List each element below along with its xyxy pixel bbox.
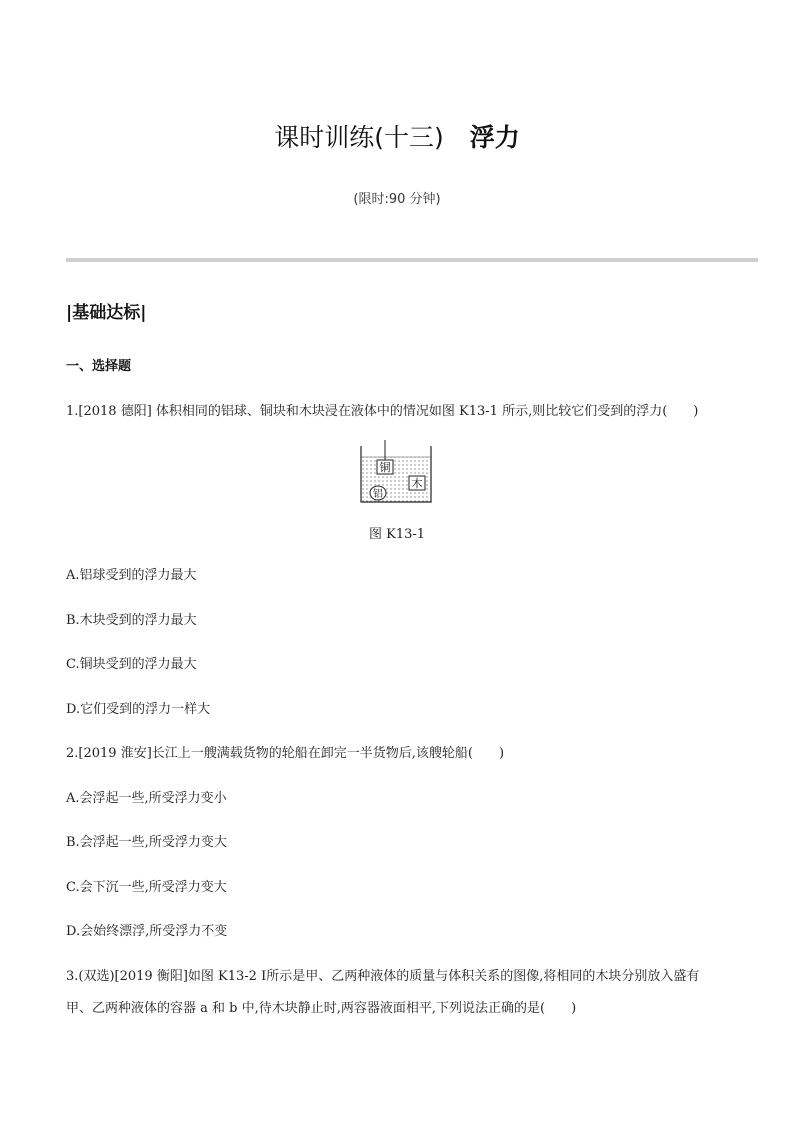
question-2-option-b: B.会浮起一些,所受浮力变大: [66, 835, 227, 850]
aluminum-label: 铝: [373, 489, 383, 500]
question-3-stem-line-1: 3.(双选)[2019 衡阳]如图 K13-2 Ⅰ所示是甲、乙两种液体的质量与体积关系的图像,将相同的木块分别放入盛有: [66, 969, 700, 984]
question-1-option-b: B.木块受到的浮力最大: [66, 613, 197, 628]
time-limit: (限时:90 分钟): [353, 192, 441, 207]
question-1-stem: 1.[2018 德阳] 体积相同的铝球、铜块和木块浸在液体中的情况如图 K13-1 所示,则比较它们受到的浮力( ): [66, 404, 699, 419]
question-2-stem: 2.[2019 淮安]长江上一艘满载货物的轮船在卸完一半货物后,该艘轮船( ): [66, 746, 505, 761]
title-sub: 浮力: [469, 123, 520, 152]
figure-caption: 图 K13-1: [368, 527, 426, 542]
figure-k13-1: [358, 440, 436, 504]
question-2-option-d: D.会始终漂浮,所受浮力不变: [66, 924, 228, 939]
subsection-heading: 一、选择题: [66, 359, 132, 374]
title-main: 课时训练(十三): [274, 123, 444, 152]
page-title: [0, 118, 794, 154]
question-1-option-c: C.铜块受到的浮力最大: [66, 657, 197, 672]
question-3-stem-line-2: 甲、乙两种液体的容器 a 和 b 中,待木块静止时,两容器液面相平,下列说法正确的是( ): [66, 1001, 577, 1016]
question-2-option-a: A.会浮起一些,所受浮力变小: [66, 791, 227, 806]
question-2-option-c: C.会下沉一些,所受浮力变大: [66, 880, 227, 895]
divider: [66, 258, 758, 262]
question-1-option-d: D.它们受到的浮力一样大: [66, 702, 211, 717]
section-heading: |基础达标|: [66, 303, 147, 323]
wood-label: 木: [411, 477, 423, 490]
question-1-option-a: A.铝球受到的浮力最大: [66, 568, 197, 583]
copper-label: 铜: [379, 461, 391, 474]
